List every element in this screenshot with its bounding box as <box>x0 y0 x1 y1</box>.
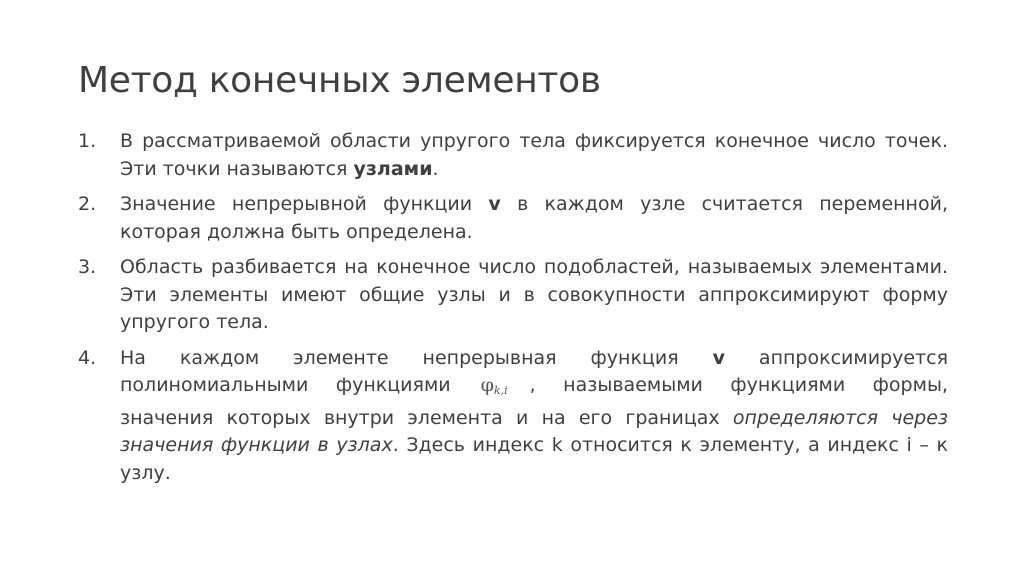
phi-symbol: φ <box>480 374 494 396</box>
item-text-part: в каждом узле считается переменной, которая должна быть определена. <box>120 193 948 243</box>
item-text-part: . <box>432 157 439 180</box>
item-text-part: , называемыми функциями формы, значения которых внутри элемента и на его границах <box>120 374 948 429</box>
item-number: 4. <box>78 346 97 369</box>
numbered-list <box>78 128 948 495</box>
list-item <box>78 345 948 488</box>
slide-title: Метод конечных элементов <box>78 60 601 101</box>
phi-formula <box>481 372 508 405</box>
bold-term: v <box>488 193 501 215</box>
bold-term: узлами <box>353 157 433 180</box>
list-item <box>78 128 948 183</box>
item-text <box>120 345 948 488</box>
item-text-part: аппроксимируется полиномиальными функциями <box>120 346 948 396</box>
item-text-part: . Здесь индекс k относится к элементу, а индекс i – к узлу. <box>120 434 949 484</box>
item-text <box>120 254 948 337</box>
phi-subscript: k,i <box>493 384 508 397</box>
italic-phrase: определяются через значения функции в узлах <box>120 406 948 456</box>
item-text-part: На каждом элементе непрерывная функция <box>120 346 713 369</box>
item-number: 2. <box>78 193 97 215</box>
item-text <box>120 191 948 246</box>
list-item <box>78 254 948 337</box>
item-number: 1. <box>78 130 97 152</box>
item-text-part: В рассматриваемой области упругого тела фиксируется конечное число точек. Эти точки называются <box>120 130 948 180</box>
item-text-part: Область разбивается на конечное число подобластей, называемых элементами. Эти элементы имеют общие узлы и в совокупности аппроксимируют форму упругого тела. <box>120 256 948 333</box>
item-text <box>120 128 948 183</box>
item-number: 3. <box>78 256 97 278</box>
item-text-part: Значение непрерывной функции <box>120 193 489 215</box>
list-item <box>78 191 948 246</box>
bold-term: v <box>712 346 725 369</box>
